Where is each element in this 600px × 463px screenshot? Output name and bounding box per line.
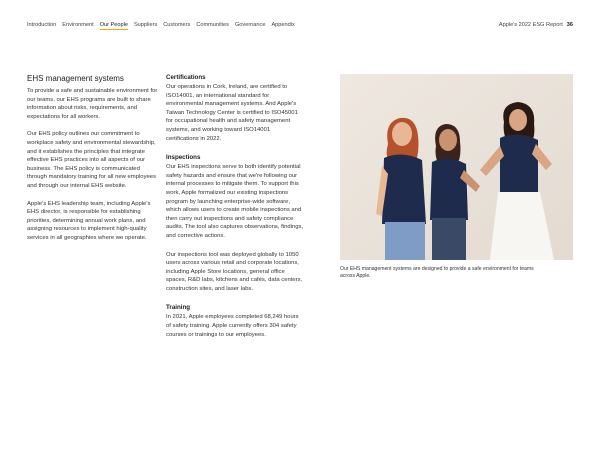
nav-introduction[interactable]: Introduction <box>27 22 57 28</box>
ehs-paragraph-3: Apple's EHS leadership team, including Apple's EHS director, is responsible for establishing priorities, determining annual work plans, and assigning resources to implement high-quality services in all geographies where we operate. <box>27 200 151 241</box>
nav-governance[interactable]: Governance <box>234 22 266 28</box>
ehs-paragraph-2: Our EHS policy outlines our commitment to workplace safety and environmental stewardship, and it establishes the principles that integrate effective EHS practices into all aspects of our business. The EHS policy is communicated through mandatory training for all new employees and through our internal EHS website. <box>27 131 157 189</box>
nav-appendix[interactable]: Appendix <box>271 22 295 28</box>
training-heading: Training <box>166 304 191 312</box>
report-title: Apple's 2022 ESG Report <box>498 22 563 28</box>
inspections-paragraph-2: Our inspections tool was deployed globally to 1050 users across various retail and corporate locations, including Apple Store locations, general office spaces, R&D labs, kitchens and cafés, data centers, construction sites, and laser labs. <box>166 251 303 292</box>
section-nav <box>27 22 295 30</box>
nav-communities[interactable]: Communities <box>196 22 229 28</box>
nav-customers[interactable]: Customers <box>163 22 191 28</box>
left-column <box>27 74 159 252</box>
team-photo <box>340 74 573 260</box>
inspections-heading: Inspections <box>166 154 201 162</box>
training-paragraph: In 2021, Apple employees completed 68,249 hours of safety training. Apple currently offers 304 safety courses or trainings to our employees. <box>166 314 299 338</box>
certifications-heading: Certifications <box>166 74 206 81</box>
nav-our-people[interactable]: Our People <box>99 22 128 28</box>
page-number: 36 <box>566 22 573 28</box>
nav-environment[interactable]: Environment <box>62 22 94 28</box>
photo-caption: Our EHS management systems are designed to provide a safe environment for teams across Apple. <box>340 266 534 280</box>
nav-suppliers[interactable]: Suppliers <box>133 22 158 28</box>
report-header <box>499 22 573 28</box>
ehs-heading: EHS management systems <box>27 74 124 83</box>
inspections-paragraph-1: Our EHS inspections serve to both identify potential safety hazards and ensure that we're following our internal processes to mitigate them. To support this work, Apple formalized our existing inspections program by launching enterprise-wide software, which allows users to create mobile inspections and then carry out inspections and safety compliance audits. The tool also captures observations, findings, and corrective actions. <box>166 164 304 239</box>
middle-column <box>166 73 304 349</box>
certifications-paragraph: Our operations in Cork, Ireland, are certified to ISO14001, an international standard for environmental management systems. And Apple's Taiwan Technology Center is certified to ISO45001 for occupational health and safety management systems, and working toward ISO14001 certifications in 2022. <box>166 84 298 142</box>
ehs-paragraph-1: To provide a safe and sustainable environment for our teams, our EHS programs are built to share information about risks, requirements, and expectations for all workers. <box>27 88 158 120</box>
